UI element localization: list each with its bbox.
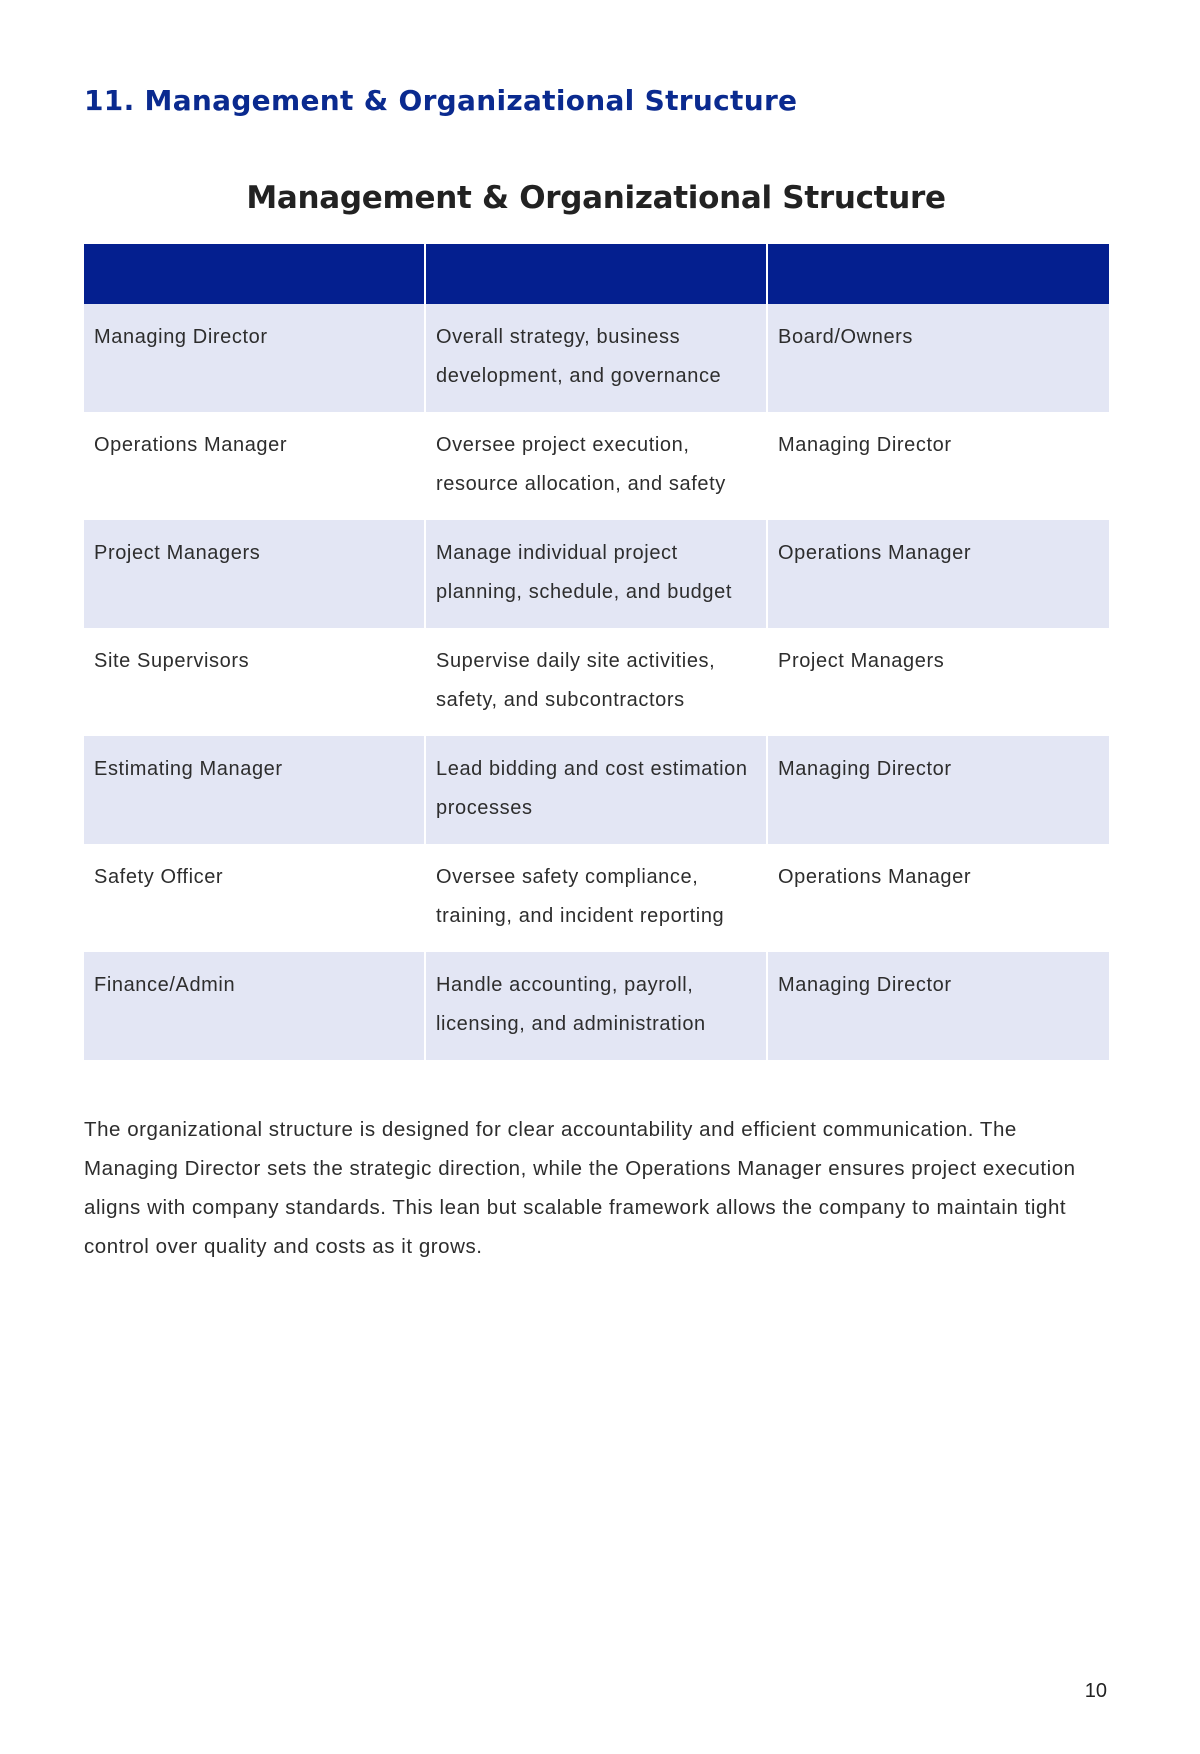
table-row <box>84 628 1109 736</box>
table-row <box>84 736 1109 844</box>
section-heading: 11. Management & Organizational Structure <box>84 84 798 117</box>
reports-to-cell: Project Managers <box>767 628 1109 736</box>
role-cell: Managing Director <box>84 304 425 412</box>
table-row <box>84 844 1109 952</box>
table-header-cell <box>84 244 425 304</box>
role-cell: Finance/Admin <box>84 952 425 1060</box>
org-structure-table <box>84 244 1109 1060</box>
role-cell: Safety Officer <box>84 844 425 952</box>
responsibility-cell: Lead bidding and cost estimation processes <box>425 736 767 844</box>
table-title: Management & Organizational Structure <box>246 180 946 216</box>
body-paragraph: The organizational structure is designed for clear accountability and efficient communication. The Managing Director sets the strategic direction, while the Operations Manager ensures project execution aligns with company standards. This lean but scalable framework allows the company to maintain tight control over quality and costs as it grows. <box>84 1118 1076 1258</box>
reports-to-cell: Operations Manager <box>767 844 1109 952</box>
table-row <box>84 412 1109 520</box>
responsibility-cell: Oversee project execution, resource allocation, and safety <box>425 412 767 520</box>
reports-to-cell: Managing Director <box>767 952 1109 1060</box>
role-cell: Project Managers <box>84 520 425 628</box>
table-row <box>84 520 1109 628</box>
responsibility-cell: Manage individual project planning, schedule, and budget <box>425 520 767 628</box>
reports-to-cell: Managing Director <box>767 736 1109 844</box>
table-header-cell <box>767 244 1109 304</box>
table-row <box>84 304 1109 412</box>
table-row <box>84 952 1109 1060</box>
role-cell: Estimating Manager <box>84 736 425 844</box>
page-number: 10 <box>1084 1680 1107 1702</box>
table-header-cell <box>425 244 767 304</box>
role-cell: Operations Manager <box>84 412 425 520</box>
reports-to-cell: Board/Owners <box>767 304 1109 412</box>
responsibility-cell: Supervise daily site activities, safety, and subcontractors <box>425 628 767 736</box>
table-header-row <box>84 244 1109 304</box>
reports-to-cell: Managing Director <box>767 412 1109 520</box>
responsibility-cell: Oversee safety compliance, training, and incident reporting <box>425 844 767 952</box>
reports-to-cell: Operations Manager <box>767 520 1109 628</box>
responsibility-cell: Overall strategy, business development, and governance <box>425 304 767 412</box>
responsibility-cell: Handle accounting, payroll, licensing, and administration <box>425 952 767 1060</box>
role-cell: Site Supervisors <box>84 628 425 736</box>
